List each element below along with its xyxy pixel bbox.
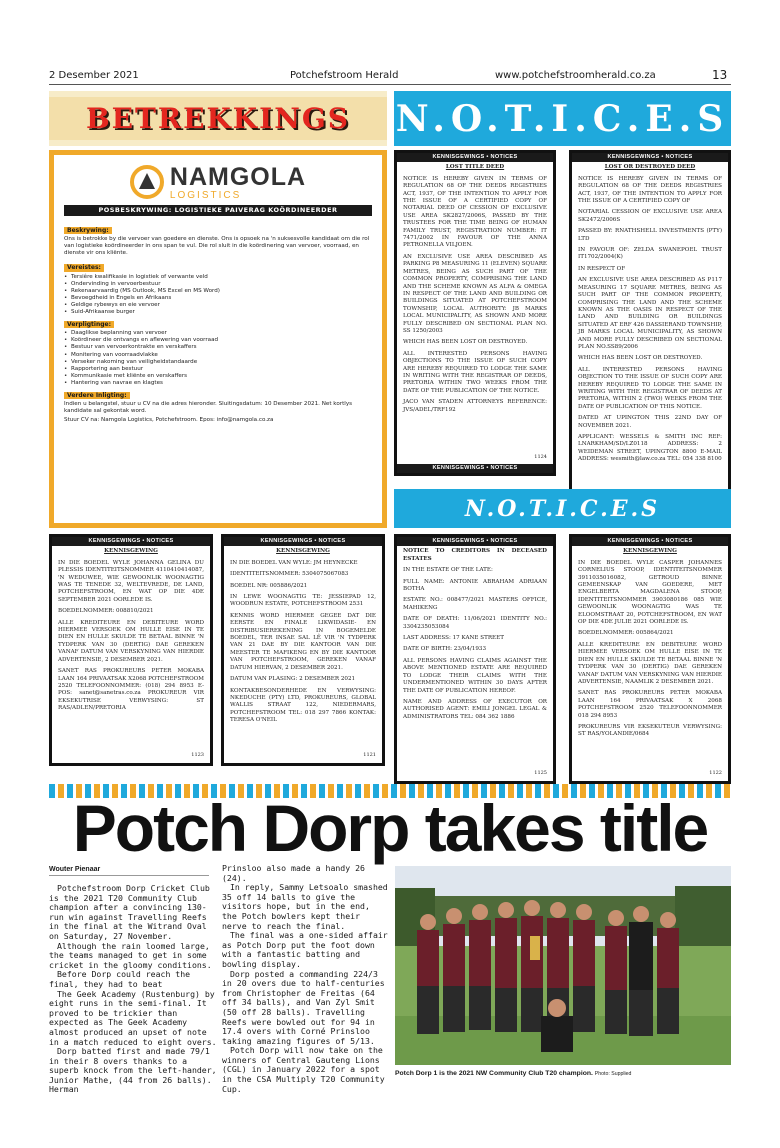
section-text: Ons is betrokke by die vervoer van goedere en dienste. Ons is opsoek na 'n suksesvolle kandidaat om die rol van logistieke koördineerder in ons span te vul. Die rol sluit in die koördinering van vervoer, voorraad, en dienste vir ons kliënte. <box>64 236 370 257</box>
article-paragraph: In reply, Sammy Letsoalo smashed 35 off 14 balls to give the visitors hope, but in the end, the Potch bowlers kept their nerve to reach the final. <box>222 882 388 931</box>
notices-small-banner <box>394 489 731 528</box>
namgola-logo <box>64 161 372 203</box>
duties-list <box>64 330 372 387</box>
notice-paragraph: DATUM VAN PLASING: 2 DESEMBER 2021 <box>230 676 356 683</box>
notice-title: KENNISGEWING <box>623 548 677 555</box>
notice-ref: 1124 <box>534 453 547 460</box>
notice-paragraph: NOTICE TO CREDITORS IN DECEASED ESTATES <box>403 548 547 562</box>
namgola-name: NAMGOLA <box>169 162 307 191</box>
notice-paragraph: NOTARIAL CESSION OF EXCLUSIVE USE AREA SK2472/2006S <box>578 209 722 223</box>
photo-caption <box>395 1070 731 1077</box>
notice-paragraph: DATED AT UPINGTON THIS 22ND DAY OF NOVEMBER 2021. <box>578 415 722 429</box>
notice-paragraph: ALL PERSONS HAVING CLAIMS AGAINST THE ABOVE MENTIONED ESTATE ARE REQUIRED TO LODGE THEIR CLAIMS WITH THE UNDERMENTIONED WITHIN 30 DAYS AFTER THE DATE OF PUBLICATION HEREOF. <box>403 657 547 694</box>
notice-paragraph: SANET RAS PROKUREURS PETER MOKABA LAAN 164 PRIVAATSAK X 2068 POTCHEFSTROOM 2520 TELEFOONNOMMER 018 294 8953 <box>578 690 722 719</box>
caption-text: Potch Dorp 1 is the 2021 NW Community Club T20 champion. <box>395 1070 593 1077</box>
notice-paragraph: BOEDEL NR: 005886/2021 <box>230 582 308 589</box>
section-heading: Verpligtinge: <box>64 321 114 328</box>
issue-date: 2 Desember 2021 <box>49 70 139 81</box>
article-paragraph: Dorp posted a commanding 224/3 in 20 overs due to half-centuries from Christopher de Freitas (64 off 34 balls), and Van Zyl Smit (50 off 28 balls). Travelling Reefs were bowled out for 94 in 17.4 overs with Corné Prinsloo taking amazing figures of 5/13. <box>222 968 385 1046</box>
header-divider <box>49 84 731 85</box>
notice-paragraph: IN DIE BOEDEL WYLE JOHANNA GELINA DU PLESSIS IDENTITEITSNOMMER 4110410414087, 'N WEDUWEE, WIE GEWOONLIK WOONAGTIG WAS TE TENEDE 32, WELTEVREDE, DE LAND, POTCHEFSTROOM, EN WAT OP DIE 4DE SEPTEMBER 2021 OORLEDE IS. <box>58 559 204 603</box>
namgola-job-advert <box>49 150 387 528</box>
notice-paragraph: APPLICANT: WESSELS & SMITH INC REF: LNARKHAM/SD/LZ0118 ADDRESS: 2 WEIDEMAN STREET, UPINGTON 8800 E-MAIL ADDRESS: wesmith@law.co.za TEL: 054 338 8100 <box>578 434 722 463</box>
newspaper-name: Potchefstroom Herald <box>290 70 399 81</box>
notice-bar: KENNISGEWINGS • NOTICES <box>572 537 728 546</box>
notice-ref: 1125 <box>534 769 547 776</box>
namgola-tagline: POSBESKRYWING: LOGISTIEKE PAIVERAG KOÖRDINEERDER <box>64 205 372 216</box>
notices-title: N.O.T.I.C.E.S <box>395 97 730 140</box>
notices-small-title: N.O.T.I.C.E.S <box>464 495 661 522</box>
notice-title: LOST OR DESTROYED DEED <box>604 164 696 171</box>
betrekkings-title: BETREKKINGS <box>86 102 350 135</box>
list-item: • Tersiêre kwalifikasie in logistiek of verwante veld <box>64 274 372 281</box>
notice-title: KENNISGEWING <box>276 548 330 555</box>
notice-paragraph: ALL INTERESTED PERSONS HAVING OBJECTION TO THE ISSUE OF SUCH COPY ARE HEREBY REQUIRED TO LODGE THE SAME IN WRITING WITH THE REGISTRAR OF DEEDS AT PRETORIA, WITHIN 2 (TWO) WEEKS FROM THE DATE OF PUBLICATION OF THIS NOTICE. <box>578 366 722 410</box>
notice-paragraph: IN LEWE WOONAGTIG TE: JESSIEPAD 12, WOODRUN ESTATE, POTCHEFSTROOM 2531 <box>230 594 376 608</box>
notice-lost-deed <box>569 150 731 520</box>
notice-paragraph: DATE OF DEATH: 11/06/2021 IDENTITY NO.: 3304235053084 <box>403 616 547 630</box>
article-column-2 <box>222 864 388 1144</box>
namgola-logo-icon <box>130 165 164 199</box>
notice-paragraph: FULL NAME: ANTONIE ABRAHAM ADRIAAN BOTHA <box>403 578 547 593</box>
website-link[interactable]: www.potchefstroomherald.co.za <box>495 70 656 81</box>
notice-paragraph: ESTATE NO.: 008477/2021 MASTERS OFFICE, MAHIKENG <box>403 597 547 611</box>
list-item: • Bevoegdheid in Engels en Afrikaans <box>64 295 372 302</box>
list-item: • Ondervinding in vervoerbestuur <box>64 281 372 288</box>
namgola-subname: LOGISTICS <box>169 189 242 201</box>
notice-bar: KENNISGEWINGS • NOTICES <box>397 537 553 546</box>
list-item: • Kommunikasie met kliënte en verskaffers <box>64 373 372 380</box>
article-paragraph: Prinsloo also made a handy 26 (24). <box>222 864 365 883</box>
notice-paragraph: AN EXCLUSIVE USE AREA DESCRIBED AS PARKING P8 MEASURING 11 (ELEVEN) SQUARE METRES, BEING AS SUCH PART OF THE COMMON PROPERTY, COMPRISING THE LAND AND THE SCHEME KNOWN AS ALFA & OMEGA IN RESPECT OF THE LAND AND BUILDING OR BUILDINGS SITUATED AT POTCHEFSTROOM TOWNSHIP, LOCAL AUTHORITY: JB MARKS LOCAL MUNICIPALITY, AS SHOWN AND MORE FULLY DESCRIBED ON SECTIONAL PLAN NO. SS 1250/2003 <box>403 253 547 334</box>
notice-lost-title-deed <box>394 150 556 476</box>
notice-bar: KENNISGEWINGS • NOTICES <box>572 153 728 162</box>
notice-estate-heynecke <box>221 534 385 766</box>
notice-paragraph: IN RESPECT OF <box>578 265 626 272</box>
notice-paragraph: IN DIE BOEDEL VAN WYLE: JM HEYNECKE <box>230 559 358 566</box>
article-paragraph: Although the rain loomed large, the teams managed to get in some cricket in the gloomy conditions. <box>49 940 212 970</box>
section-heading: Verdere Inligting: <box>64 392 130 399</box>
notice-ref: 1122 <box>709 769 722 776</box>
list-item: • Daaglikse beplanning van vervoer <box>64 330 372 337</box>
section-text: Indien u belangstel, stuur u CV na die adres hieronder. Sluitingsdatum: 10 Desember 2021. Net kortlys kandidate sal gekontak word. <box>64 401 353 415</box>
notice-paragraph: NOTICE IS HEREBY GIVEN IN TERMS OF REGULATION 68 OF THE DEEDS REGISTRIES ACT, 1937, OF THE INTENTION TO APPLY FOR THE ISSUE OF A CERTIFIED COPY OF <box>578 175 722 205</box>
article-paragraph: The Geek Academy (Rustenburg) by eight runs in the semi-final. It proved to be trickier than expected as The Geek Academy almost produced an upset of note in a match reduced to eight overs. <box>49 988 217 1047</box>
notice-estate-stoop <box>569 534 731 784</box>
list-item: • Hantering van navrae en klagtes <box>64 380 372 387</box>
notice-bar: KENNISGEWINGS • NOTICES <box>224 537 382 546</box>
contact-text: Stuur CV na: Namgola Logistics, Potchefstroom. Epos: info@namgola.co.za <box>64 417 274 424</box>
team-photo <box>395 866 731 1065</box>
notice-paragraph: IN THE ESTATE OF THE LATE: <box>403 567 493 574</box>
article-column-1 <box>49 884 219 1144</box>
notice-ref: 1123 <box>191 751 204 758</box>
notice-paragraph: ALLE KREDITEURE EN DEBITEURE WORD HIERMEE VERSOEK OM HULLE EISE IN TE DIEN EN HULLE SKULDE TE BETAAL BINNE 'N TYDPERK VAN 30 (DERTIG) DAE GEREKEN VANAF DATUM VAN VERSKYNING VAN HIERDIE ADVERTENSIE, NAAMLIK 2 DESEMBER 2021. <box>578 641 722 685</box>
notice-creditors-deceased <box>394 534 556 784</box>
notice-paragraph: NAME AND ADDRESS OF EXECUTOR OR AUTHORISED AGENT: EMILI JONGEL LEGAL & ADMINISTRATORS TEL: 084 362 1886 <box>403 698 547 720</box>
notice-paragraph: WHICH HAS BEEN LOST OR DESTROYED. <box>578 355 703 362</box>
notice-paragraph: IN FAVOUR OF: ZELDA SWANEPOEL TRUST IT1702/2004(K) <box>578 247 722 261</box>
notice-title: KENNISGEWING <box>104 548 158 555</box>
section-heading: Beskrywing: <box>64 227 112 234</box>
notice-paragraph: IN DIE BOEDEL WYLE CASPER JOHANNES CORNELIUS STOOP, IDENTITEITSNOMMER 3911035016082, GETROUD BINNE GEMEENSKAP VAN GOEDERE, MET ENGELBERTA MAGDALENA STOOP, IDENTITEITSNOMMER 3903080186 085 WIE GEWOONLIK WOONAGTIG WAS TE ELOOMSTRAAT 20, POTCHEFSTROOM, EN WAT OP DIE 4DE JULIE 2021 OORLEDE IS. <box>578 559 722 626</box>
notice-paragraph: PROKUREURS VIR EKSEKUTEUR VERWYSING: ST RAS/YOLANDIE/0684 <box>578 723 722 738</box>
notice-bar: KENNISGEWINGS • NOTICES <box>397 153 553 162</box>
article-paragraph: The final was a one-sided affair as Potch Dorp put the foot down with a fantastic batting and bowling display. <box>222 930 388 969</box>
list-item: • Rekenaarvaardig (MS Outlook, MS Excel en MS Word) <box>64 288 372 295</box>
notice-paragraph: ALL INTERESTED PERSONS HAVING OBJECTIONS TO THE ISSUE OF SUCH COPY ARE HEREBY REQUIRED TO LODGE THE SAME IN WRITING WITH THE REGISTRAR OF DEEDS, PRETORIA WITHIN TWO WEEKS FROM THE DATE OF THE PUBLICATION OF THE NOTICE. <box>403 350 547 394</box>
list-item: • Bestuur van vervoerkontrakte en verskaffers <box>64 344 372 351</box>
notice-paragraph: KONTAKBESONDERHEDE EN VERWYSING: NKEDUCHE (PTY) LTD, PROKUREURS, GLOBAL WALLIS STRAAT 122, NIEDERMARS, POTCHEFSTROOM TEL: 018 297 7866 KONTAK: TERESA O'NEIL <box>230 687 376 724</box>
notice-paragraph: AN EXCLUSIVE USE AREA DESCRIBED AS P117 MEASURING 17 SQUARE METRES, BEING AS SUCH PART OF THE COMMON PROPERTY, COMPRISING THE LAND AND THE SCHEME KNOWN AS THE OASIS IN RESPECT OF THE LAND AND BUILDING OR BUILDINGS SITUATED AT ERF 426 DASSIERAND TOWNSHIP, JB MARKS LOCAL MUNICIPALITY, AS SHOWN AND MORE FULLY DESCRIBED ON SECTIONAL PLAN NO.SS89/2006 <box>578 277 722 350</box>
notice-bar: KENNISGEWINGS • NOTICES <box>52 537 210 546</box>
list-item: • Koördineer die ontvangs en aflewering van voorraad <box>64 337 372 344</box>
section-heading: Vereistes: <box>64 264 104 271</box>
notice-title: LOST TITLE DEED <box>445 164 505 171</box>
notices-banner <box>394 91 731 146</box>
notice-ref: 1121 <box>363 751 376 758</box>
notice-paragraph: KENNIS WORD HIERMEE GEGEE DAT DIE EERSTE EN FINALE LIKWIDASIE- EN DISTRIBUSIEREKENING IN BOGEMELDE BOEDEL, TER INSAE SAL LÊ VIR 'N TYDPERK VAN 21 DAE BY DIE KANTOOR VAN DIE MEESTER TE MAFIKENG EN BY DIE KANTOOR VAN POTCHEFSTROOM, GEREKEN VANAF DATUM HIERVAN, 2 DESEMBER 2021. <box>230 612 376 671</box>
list-item: • Monitering van voorraadvlakke <box>64 352 372 359</box>
list-item: • Geldige rybewys en eie vervoer <box>64 302 372 309</box>
notice-paragraph: JACO VAN STADEN ATTORNEYS REFERENCE: JVS/ADEL/TRF192 <box>403 399 547 413</box>
list-item: • Suid-Afrikaanse burger <box>64 309 372 316</box>
notice-paragraph: LAST ADDRESS: 17 KANE STREET <box>403 635 504 642</box>
caption-credit: Photo: Supplied <box>594 1071 632 1077</box>
notice-paragraph: ALLE KREDITEURE EN DEBITEURE WORD HIERMEE VERSOEK OM HULLE EISE IN TE DIEN EN HULLE SKULDE TE BETAAL BINNE 'N TYDPERK VAN 30 (DERTIG) DAE GEREKEN VANAF DATUM VAN VERSKYNING VAN HIERDIE ADVERTENSIE, 2 DESEMBER 2021. <box>58 619 204 663</box>
article-paragraph: Dorp batted first and made 79/1 in their 8 overs thanks to a superb knock from the left-hander, Junior Mathe, (44 from 26 balls). Herman <box>49 1046 217 1095</box>
article-headline: Potch Dorp takes title <box>72 791 708 865</box>
notice-paragraph: SANET RAS PROKUREURS PETER MOKABA LAAN 164 PRIVAATSAK X2068 POTCHEFSTROOM 2520 TELEFOONNOMMER: (018) 294 8953 E-POS: sanet@sanetras.co.za PROKUREUR VIR EKSEKUTRISE VERWYSING: ST RAS/ADLEN/PRETORIA <box>58 668 204 712</box>
notice-paragraph: NOTICE IS HEREBY GIVEN IN TERMS OF REGULATION 68 OF THE DEEDS REGISTRIES ACT, 1937, OF THE INTENTION TO APPLY FOR THE ISSUE OF A CERTIFIED COPY OF NOTARIAL DEED OF CESSION OF EXCLUSIVE USE AREA SK2827/2006S, PASSED BY THE TRUSTEES FOR THE TIME BEING OF HUMAN FAMILY TRUST, REGISTRATION NUMBER: IT 7471/2002 IN FAVOUR OF THE ANNA PETRONELLA VILJOEN. <box>403 175 547 249</box>
notice-paragraph: BOEDELNOMMER: 008810/2021 <box>58 608 154 615</box>
requirements-list <box>64 274 372 317</box>
article-paragraph: Potch Dorp will now take on the winners of Central Gauteng Lions (CGL) in January 2022 for a spot in the CSA Multiply T20 Community Cup. <box>222 1045 385 1094</box>
notice-paragraph: PASSED BY: RNATHSHELL INVESTMENTS (PTY) LTD <box>578 228 722 242</box>
notice-bar: KENNISGEWINGS • NOTICES <box>397 464 553 473</box>
betrekkings-banner <box>49 91 387 146</box>
notice-estate-du-plessis <box>49 534 213 766</box>
article-paragraph: Before Dorp could reach the final, they had to beat <box>49 969 191 989</box>
notice-paragraph: WHICH HAS BEEN LOST OR DESTROYED. <box>403 339 528 346</box>
notice-paragraph: DATE OF BIRTH: 23/04/1933 <box>403 646 487 653</box>
list-item: • Verseker nakoming van veiligheidstandaarde <box>64 359 372 366</box>
article-byline: Wouter Pienaar <box>49 866 209 876</box>
notice-paragraph: IDENTITEITSNOMMER: 5304075067083 <box>230 571 349 578</box>
article-paragraph: Potchefstroom Dorp Cricket Club is the 2021 T20 Community Club champion after a convincing 130-run win against Travelling Reefs in the final at the Witrand Oval on Saturday, 27 November. <box>49 884 210 941</box>
list-item: • Rapportering aan bestuur <box>64 366 372 373</box>
notice-paragraph: BOEDELNOMMER: 005864/2021 <box>578 630 674 637</box>
page-number: 13 <box>712 68 728 82</box>
